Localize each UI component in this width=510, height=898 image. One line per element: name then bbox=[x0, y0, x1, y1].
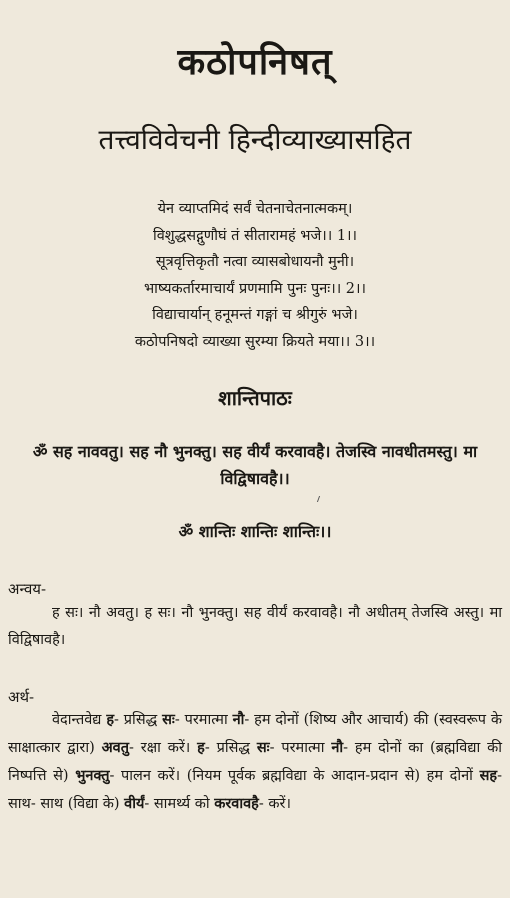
opening-verses bbox=[0, 196, 510, 355]
stray-print-mark bbox=[317, 496, 324, 502]
keyword: अवतु bbox=[101, 739, 130, 756]
keyword: सह bbox=[479, 767, 498, 784]
meaning-text: - हम दोनों का (ब्रह्मविद्या की निष्पत्ति से) bbox=[8, 740, 502, 784]
section-heading: शान्तिपाठः bbox=[218, 386, 292, 410]
keyword: सः bbox=[256, 739, 270, 756]
verse-line: कठोपनिषदो व्याख्या सुरम्या क्रियते मया।। 3।। bbox=[134, 333, 376, 350]
meaning-text: - प्रसिद्ध bbox=[114, 712, 163, 728]
meaning-text: - परमात्मा bbox=[269, 740, 332, 756]
verse-line: विद्याचार्यान् हनूमन्तं गङ्गां च श्रीगुरुं भजे। bbox=[152, 307, 358, 323]
page-subtitle: तत्त्वविवेचनी हिन्दीव्याख्यासहित bbox=[98, 123, 412, 156]
keyword: ह bbox=[197, 739, 205, 756]
verse-line: सूत्रवृत्तिकृतौ नत्वा व्यासबोधायनौ मुनी। bbox=[155, 254, 355, 270]
keyword: नौ bbox=[232, 711, 245, 728]
shanti-closing-line: ॐ शान्तिः शान्तिः शान्तिः।। bbox=[178, 522, 332, 541]
keyword: भुनक्तु bbox=[75, 767, 110, 784]
page-title: कठोपनिषत् bbox=[177, 41, 333, 83]
artha-paragraph bbox=[8, 706, 502, 818]
meaning-text: - पालन करें। (नियम पूर्वक ब्रह्मविद्या के आदान-प्रदान से) हम दोनों bbox=[109, 768, 480, 784]
keyword: नौ bbox=[331, 739, 344, 756]
verse-line: विशुद्धसद्गुणौघं तं सीतारामहं भजे।। 1।। bbox=[152, 227, 358, 244]
meaning-text: - हम दोनों (शिष्य और आचार्य) की (स्वस्वरूप के साक्षात्कार द्वारा) bbox=[8, 712, 503, 756]
verse-line: येन व्याप्तमिदं सर्वं चेतनाचेतनात्मकम्। bbox=[157, 201, 353, 217]
keyword: सः bbox=[162, 711, 175, 728]
anvaya-label: अन्वय- bbox=[8, 580, 47, 598]
anvaya-paragraph: ह सः। नौ अवतु। ह सः। नौ भुनक्तु। सह वीर्यं करवावहै। नौ अधीतम् तेजस्वि अस्तु। मा विद्विषावहै। bbox=[8, 605, 502, 648]
verse-line: भाष्यकर्तारमाचार्यं प्रणमामि पुनः पुनः।। 2।। bbox=[143, 280, 367, 297]
meaning-text: वेदान्तवेद्य bbox=[52, 712, 107, 728]
meaning-text: - रक्षा करें। bbox=[129, 740, 198, 756]
keyword: करवावहै bbox=[214, 795, 259, 812]
shanti-mantra: ॐ सह नाववतु। सह नौ भुनक्तु। सह वीर्यं करवावहै। तेजस्वि नावधीतमस्तु। मा विद्विषावहै।। bbox=[32, 442, 478, 488]
meaning-text: - साथ- साथ (विद्या के) bbox=[8, 768, 502, 812]
meaning-text: - सामर्थ्य को bbox=[144, 796, 215, 812]
keyword: वीर्यं bbox=[124, 795, 145, 812]
artha-label: अर्थ- bbox=[8, 688, 35, 706]
meaning-text: - करें। bbox=[258, 796, 291, 812]
keyword: ह bbox=[106, 711, 115, 728]
meaning-text: - परमात्मा bbox=[174, 712, 233, 728]
meaning-text: - प्रसिद्ध bbox=[204, 740, 257, 756]
